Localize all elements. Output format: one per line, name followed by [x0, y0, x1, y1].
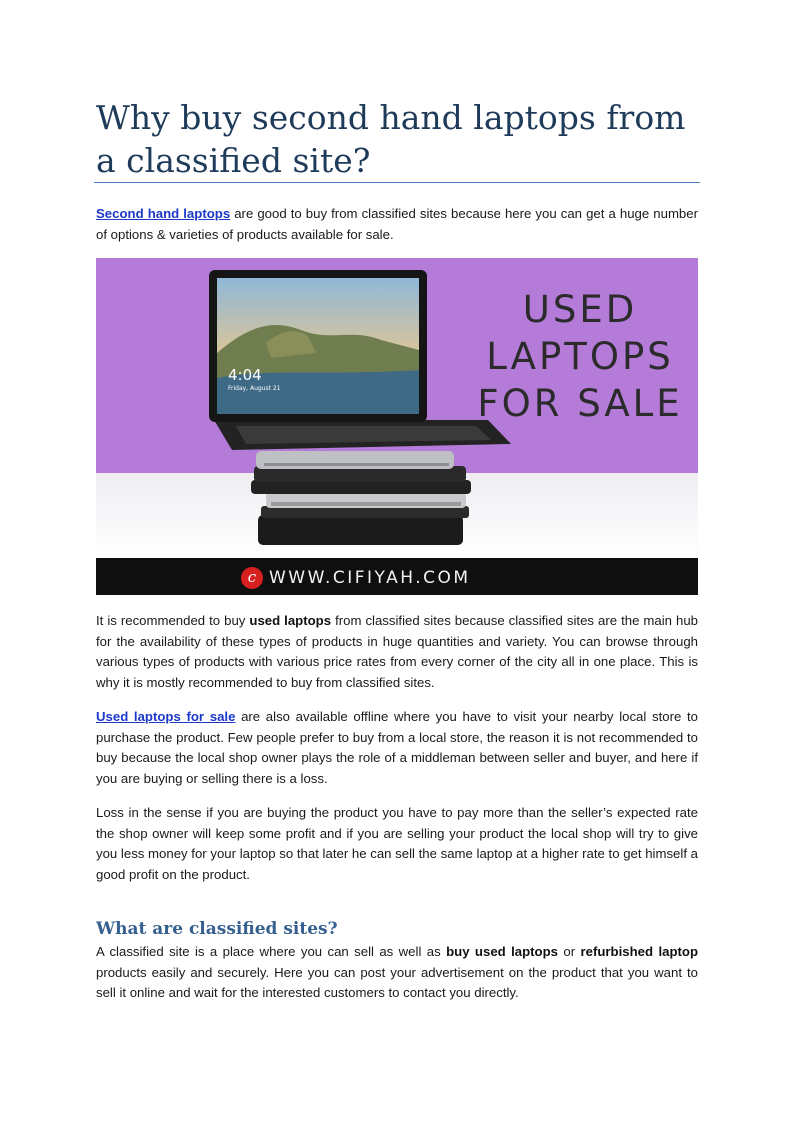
- paragraph-offline-stores: [96, 707, 698, 789]
- page-title: Why buy second hand laptops from a classified site?: [96, 98, 686, 180]
- used-laptops-banner: [96, 258, 698, 595]
- intro-text: are good to buy from classified sites because here you can get a huge number of options & varieties of products available for sale.: [96, 206, 698, 242]
- screen-date-text: Friday, August 21: [228, 385, 281, 392]
- para2-text-a: It is recommended to buy: [96, 613, 250, 628]
- paragraph-used-laptops: [96, 611, 698, 693]
- para3-text: are also available offline where you have to visit your nearby local store to purchase the product. Few people prefer to buy from a local store, the reason it is not recommended to buy because the local shop owner plays the role of a middleman between seller and buyer, and here if you are buying or selling there is a loss.: [96, 709, 698, 786]
- banner-heading: [462, 286, 698, 427]
- screen-clock-text: 4:04: [228, 366, 262, 384]
- section-heading-classified-sites: What are classified sites?: [96, 919, 338, 939]
- used-laptops-bold: used laptops: [249, 613, 332, 628]
- used-laptops-for-sale-link[interactable]: Used laptops for sale: [96, 709, 236, 724]
- para5-text-mid: or: [558, 944, 581, 959]
- para5-text-a: A classified site is a place where you can sell as well as: [96, 944, 447, 959]
- buy-used-laptops-bold: buy used laptops: [446, 944, 558, 959]
- banner-line-for-sale: FOR SALE: [477, 382, 683, 425]
- title-underline: [94, 182, 700, 183]
- paragraph-loss-explanation: Loss in the sense if you are buying the product you have to pay more than the seller’s expected rate the shop owner will keep some profit and if you are selling your product the local shop will try to give you less money for your laptop so that later he can sell the same laptop at a higher rate to get himself a good profit on the product.: [96, 805, 698, 882]
- banner-line-used: USED: [522, 288, 638, 331]
- paragraph-classified-definition: [96, 942, 698, 1004]
- banner-site-url: WWW.CIFIYAH.COM: [269, 568, 471, 588]
- intro-paragraph: [96, 204, 698, 245]
- banner-line-laptops: LAPTOPS: [486, 335, 674, 378]
- refurbished-laptop-bold: refurbished laptop: [580, 944, 699, 959]
- cifiyah-logo-icon: c: [241, 567, 263, 589]
- second-hand-laptops-link[interactable]: Second hand laptops: [96, 206, 231, 221]
- para2-text-b: from classified sites because classified sites are the main hub for the availability of these types of products in huge quantities and variety. You can browse through various types of products with various price rates from every corner of the city all in one place. This is why it is mostly recommended to buy from classified sites.: [96, 613, 698, 690]
- para5-text-b: products easily and securely. Here you can post your advertisement on the product that you want to sell it online and wait for the interested customers to contact you directly.: [96, 964, 698, 1001]
